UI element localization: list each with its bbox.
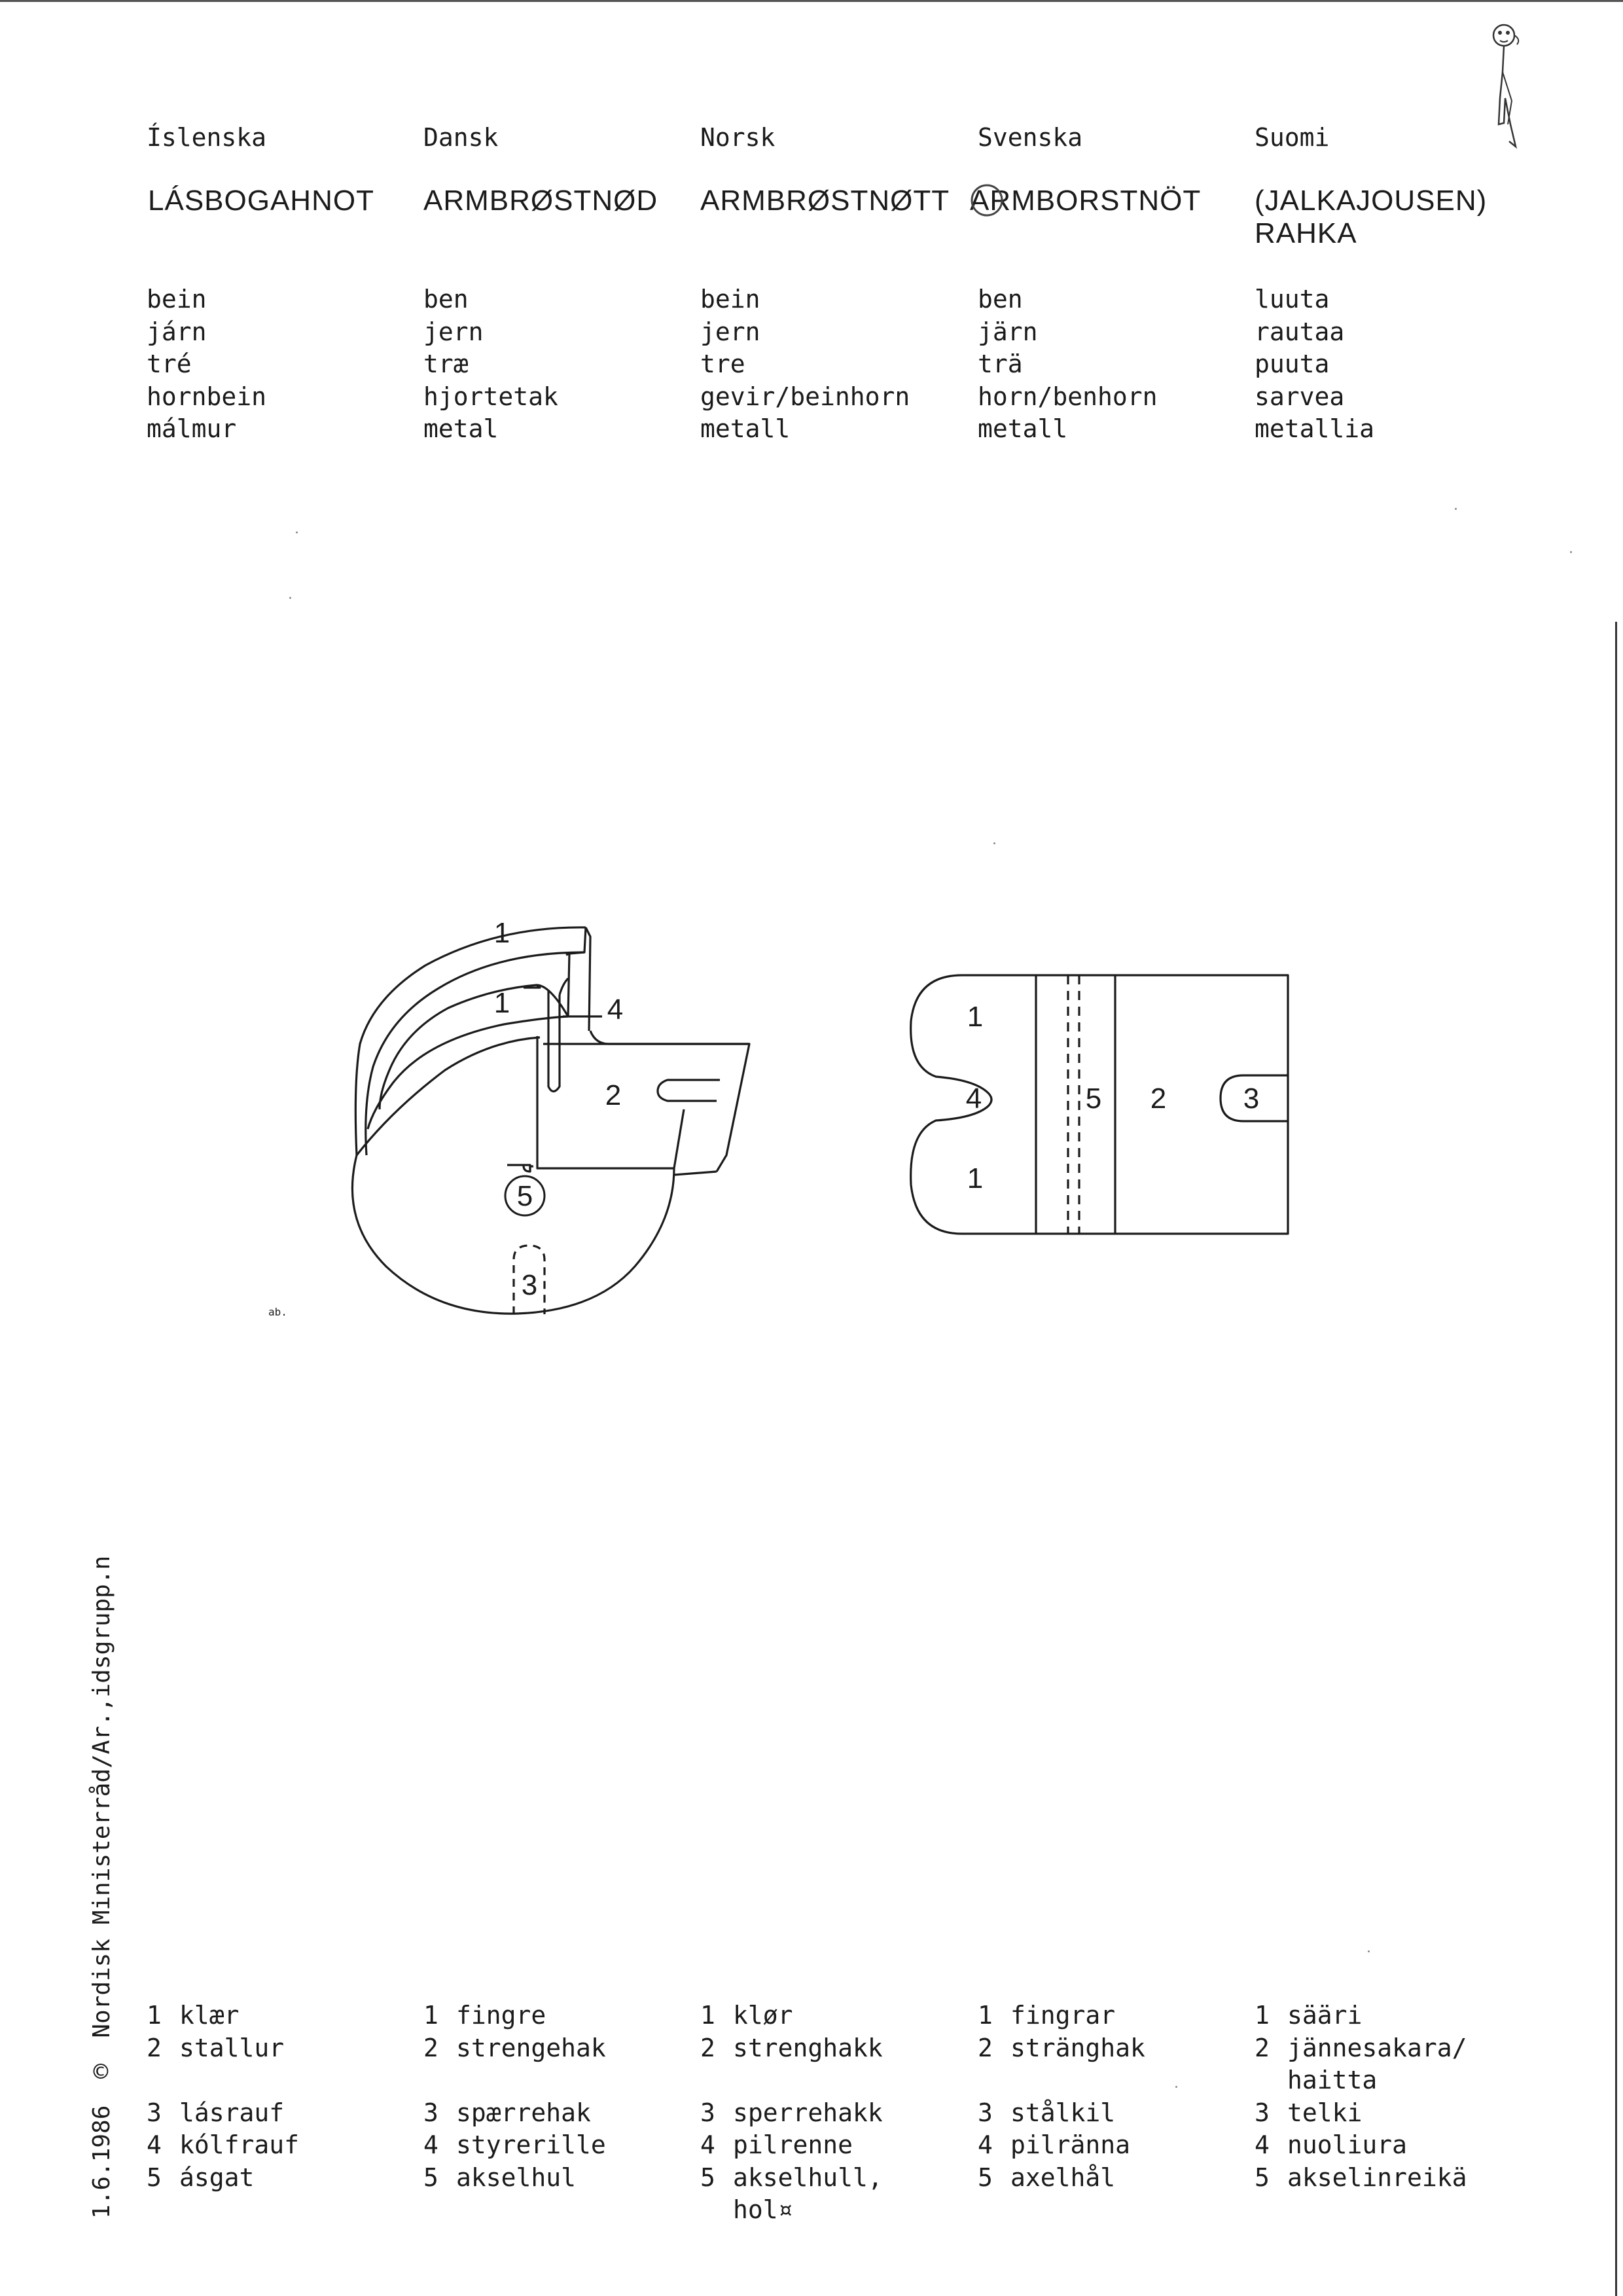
- part-item: 1 fingre: [423, 2001, 546, 2030]
- scan-speck: [296, 531, 298, 533]
- part-item: 1 sääri: [1255, 2001, 1363, 2030]
- label-sear-notch: 3: [521, 1269, 538, 1301]
- material-item: metall: [700, 414, 791, 443]
- part-item: 4 kólfrauf: [147, 2130, 300, 2159]
- scan-speck: [1175, 2086, 1177, 2088]
- material-item: jern: [700, 317, 760, 346]
- material-item: gevir/beinhorn: [700, 382, 910, 411]
- part-item: 2 stallur: [147, 2033, 285, 2062]
- scan-speck: [993, 842, 995, 844]
- material-item: trä: [978, 350, 1023, 378]
- part-item: 1 klør: [700, 2001, 793, 2030]
- materials-list-finnish: [1255, 283, 1374, 446]
- term-norwegian: ARMBRØSTNØTT: [700, 185, 950, 217]
- label-claw-upper: 1: [493, 917, 510, 949]
- scan-speck: [1368, 1950, 1370, 1952]
- material-item: rautaa: [1255, 317, 1345, 346]
- material-item: järn: [978, 317, 1038, 346]
- label-claw-upper: 1: [967, 1001, 984, 1033]
- part-item: 5 ásgat: [147, 2162, 255, 2192]
- figure-mark: ab.: [268, 1306, 287, 1318]
- material-item: jern: [423, 317, 484, 346]
- material-item: bein: [700, 285, 760, 314]
- parts-list-norwegian: [700, 2000, 883, 2227]
- vertical-credit-line: [86, 1556, 115, 2219]
- part-item: 5 akselhul: [423, 2162, 577, 2192]
- language-label-finnish: Suomi: [1255, 123, 1330, 152]
- materials-list-swedish: [978, 283, 1158, 446]
- right-edge-line: [1615, 622, 1617, 2296]
- material-item: járn: [147, 317, 207, 346]
- part-item: 4 styrerille: [423, 2130, 606, 2159]
- part-item: 2 strenghakk: [700, 2033, 883, 2062]
- term-danish: ARMBRØSTNØD: [423, 185, 658, 217]
- term-icelandic: LÁSBOGAHNOT: [148, 185, 374, 217]
- part-item: 2 stränghak: [978, 2033, 1145, 2062]
- material-item: hjortetak: [423, 382, 558, 411]
- term-finnish: (JALKAJOUSEN) RAHKA: [1255, 185, 1488, 249]
- date-stamp: 1.6.1986: [88, 2105, 115, 2219]
- scan-speck: [289, 597, 291, 599]
- part-item: 3 lásrauf: [147, 2098, 285, 2127]
- crossbow-nut-plan-drawing: [890, 969, 1296, 1244]
- credit-text: Nordisk Ministerråd/Ar.,idsgrupp.n: [88, 1555, 115, 2038]
- materials-list-danish: [423, 283, 558, 446]
- part-item: 5 akselhull, hol¤: [700, 2162, 883, 2224]
- label-axle-hole: 5: [1085, 1083, 1102, 1115]
- label-string-notch: 2: [1150, 1083, 1167, 1115]
- part-item: 4 nuoliura: [1255, 2130, 1408, 2159]
- material-item: ben: [423, 285, 469, 314]
- part-item: 3 sperrehakk: [700, 2098, 883, 2127]
- parts-list-icelandic: [147, 2000, 299, 2194]
- top-edge-line: [0, 0, 1623, 2]
- material-item: træ: [423, 350, 469, 378]
- stick-figure-icon: [1486, 20, 1531, 151]
- material-item: metallia: [1255, 414, 1375, 443]
- copyright-symbol: ©: [93, 2057, 109, 2087]
- circle-mark-icon: [969, 181, 1005, 217]
- materials-list-icelandic: [147, 283, 266, 446]
- crossbow-nut-perspective-drawing: [327, 913, 772, 1332]
- label-claw-lower: 1: [967, 1162, 984, 1194]
- part-item: 4 pilrenne: [700, 2130, 853, 2159]
- material-item: puuta: [1255, 350, 1330, 378]
- scan-speck: [1570, 551, 1572, 553]
- material-item: bein: [147, 285, 207, 314]
- part-item: 2 jännesakara/ haitta: [1255, 2033, 1467, 2094]
- parts-list-swedish: [978, 2000, 1145, 2194]
- material-item: metall: [978, 414, 1068, 443]
- language-label-icelandic: Íslenska: [147, 123, 267, 152]
- parts-list-finnish: [1255, 2000, 1467, 2194]
- label-claw-lower: 1: [493, 987, 510, 1019]
- label-groove: 4: [607, 994, 624, 1026]
- label-string-notch: 2: [605, 1079, 622, 1111]
- label-groove: 4: [965, 1083, 982, 1115]
- part-item: 1 klær: [147, 2001, 240, 2030]
- material-item: hornbein: [147, 382, 267, 411]
- term-swedish-text: ARMBORSTNÖT: [970, 185, 1202, 217]
- material-item: tre: [700, 350, 745, 378]
- material-item: málmur: [147, 414, 237, 443]
- material-item: metal: [423, 414, 499, 443]
- label-axle-hole: 5: [516, 1180, 533, 1212]
- part-item: 4 pilränna: [978, 2130, 1131, 2159]
- part-item: 3 telki: [1255, 2098, 1363, 2127]
- language-label-danish: Dansk: [423, 123, 499, 152]
- materials-list-norwegian: [700, 283, 910, 446]
- material-item: tré: [147, 350, 192, 378]
- part-item: 3 spærrehak: [423, 2098, 591, 2127]
- part-item: 2 strengehak: [423, 2033, 606, 2062]
- parts-list-danish: [423, 2000, 606, 2194]
- material-item: sarvea: [1255, 382, 1345, 411]
- part-item: 5 axelhål: [978, 2162, 1116, 2192]
- language-label-swedish: Svenska: [978, 123, 1083, 152]
- part-item: 3 stålkil: [978, 2098, 1116, 2127]
- language-label-norwegian: Norsk: [700, 123, 776, 152]
- part-item: 1 fingrar: [978, 2001, 1116, 2030]
- scan-speck: [1455, 508, 1457, 510]
- material-item: luuta: [1255, 285, 1330, 314]
- material-item: horn/benhorn: [978, 382, 1158, 411]
- part-item: 5 akselinreikä: [1255, 2162, 1467, 2192]
- label-sear-notch: 3: [1243, 1083, 1260, 1115]
- material-item: ben: [978, 285, 1023, 314]
